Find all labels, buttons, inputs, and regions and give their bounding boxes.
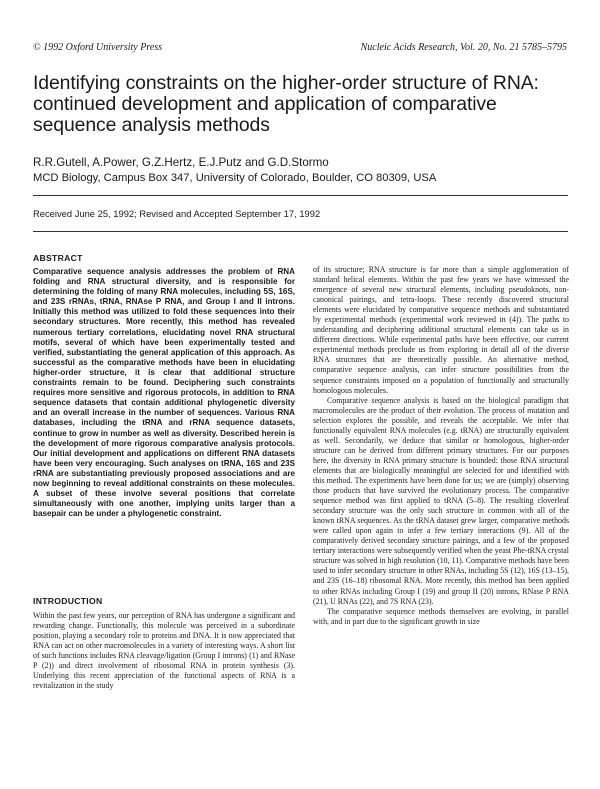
- body-paragraph: Comparative sequence analysis is based on the biological paradigm that macromolecules are the product of their evolution. The process of mutation and selection explores the possible, and reveals the acceptable. We infer that functionally equivalent RNA molecules (e.g. tRNA) are structurally equivalent as well. Secondarily, we deduce that similar or homologous, higher-order structure can be derived from different primary structures. For our purposes here, the diversity in RNA primary structure is bounded: those RNA structural elements that are biologically meaningful are selected for and identified with this method. The experiments have been done for us; we are (simply) observing those products that have survived the evolutionary process. The comparative sequence method was first applied to tRNA (5–8). The resulting cloverleaf secondary structure was the only such structure in common with all of the known tRNA sequences. As the tRNA dataset grew larger, comparative methods were called upon again to infer a few tertiary interactions (9). All of the comparatively derived secondary structure pairings, and a few of the proposed tertiary interactions were subsequently verified when the yeast Phe-tRNA crystal structure was solved in high resolution (10, 11). Comparative methods have been used to infer secondary structure in other RNAs, including 5S (12), 16S (13–15), and 23S (16–18) ribosomal RNA. More recently, this method has been applied to other RNAs including Group I (19) and group II (20) introns, RNase P RNA (21), U RNAs (22), and 7S RNA (23).: [313, 395, 569, 606]
- introduction-heading: INTRODUCTION: [33, 596, 103, 606]
- article-title: Identifying constraints on the higher-order structure of RNA: continued development and application of comparative sequence analysis methods: [33, 72, 539, 136]
- introduction-paragraph: Within the past few years, our perception of RNA has undergone a significant and rewarding change. Functionally, this molecule was perceived in a subordinate position, playing a secondary role to proteins and DNA. It is now appreciated that RNA can act on other macromolecules in a variety of interesting ways. A short list of such functions includes RNA cleavage/ligation (Group I introns) (1) and RNase P (2)) and direct involvement of ribosomal RNA in protein synthesis (3). Underlying this recent appreciation of the functional aspects of RNA is a revitalization in the study: [33, 611, 295, 691]
- author-list: R.R.Gutell, A.Power, G.Z.Hertz, E.J.Putz and G.D.Stormo: [33, 156, 329, 169]
- running-head: [33, 41, 567, 55]
- copyright-notice: © 1992 Oxford University Press: [33, 42, 163, 53]
- body-paragraph: The comparative sequence methods themselves are evolving, in parallel with, and in part due to the significant growth in size: [313, 606, 569, 626]
- received-dates: Received June 25, 1992; Revised and Accepted September 17, 1992: [33, 208, 321, 219]
- divider-top: [33, 195, 568, 196]
- journal-citation: Nucleic Acids Research, Vol. 20, No. 21 5785–5795: [360, 42, 567, 53]
- abstract-text: Comparative sequence analysis addresses the problem of RNA folding and RNA structural diversity, and is responsible for determining the folding of many RNA molecules, including 5S, 16S, and 23S rRNAs, tRNA, RNAse P RNA, and Group I and II introns. Initially this method was utilized to fold these sequences into their secondary structures. More recently, this method has revealed numerous tertiary correlations, elucidating novel RNA structural motifs, several of which have been experimentally tested and verified, substantiating the general application of this approach. As successful as the comparative methods have been in elucidating higher-order structure, it is clear that additional structure constraints remain to be found. Deciphering such constraints requires more sensitive and rigorous protocols, in addition to RNA sequence datasets that contain additional phylogenetic diversity and an overall increase in the number of sequences. Various RNA databases, including the tRNA and rRNA sequence datasets, continue to grow in number as well as diversity. Described herein is the development of more rigorous comparative analysis protocols. Our initial development and applications on different RNA datasets have been very encouraging. Such analyses on tRNA, 16S and 23S rRNA are substantiating previously proposed associations and are now beginning to reveal additional constraints on these molecules. A subset of these involve several positions that correlate simultaneously with one another, implying units larger than a basepair can be under a phylogenetic constraint.: [33, 267, 295, 519]
- author-affiliation: MCD Biology, Campus Box 347, University of Colorado, Boulder, CO 80309, USA: [33, 172, 437, 184]
- right-column: [313, 265, 569, 627]
- abstract-heading: ABSTRACT: [33, 253, 83, 263]
- divider-bottom: [33, 231, 568, 232]
- body-paragraph: of its structure; RNA structure is far more than a simple agglomeration of standard helical elements. Within the past few years we have witnessed the emergence of several new structural elements, including pseudoknots, non-canonical pairings, and tetra-loops. These recently discovered structural elements were elucidated by comparative sequence methods and substantiated by experimental methods (experimental work reviewed in (4)). The paths to understanding and deciphering additional structural elements can take us in different directions. While experimental paths have been effective, our current experimental methods preclude us from exploring in detail all of the diverse RNA structures that are theoretically possible. An alternative method, comparative sequence analysis, can infer structure possibilities from the sequence constraints imposed on a population of functionally and structurally homologous molecules.: [313, 265, 569, 395]
